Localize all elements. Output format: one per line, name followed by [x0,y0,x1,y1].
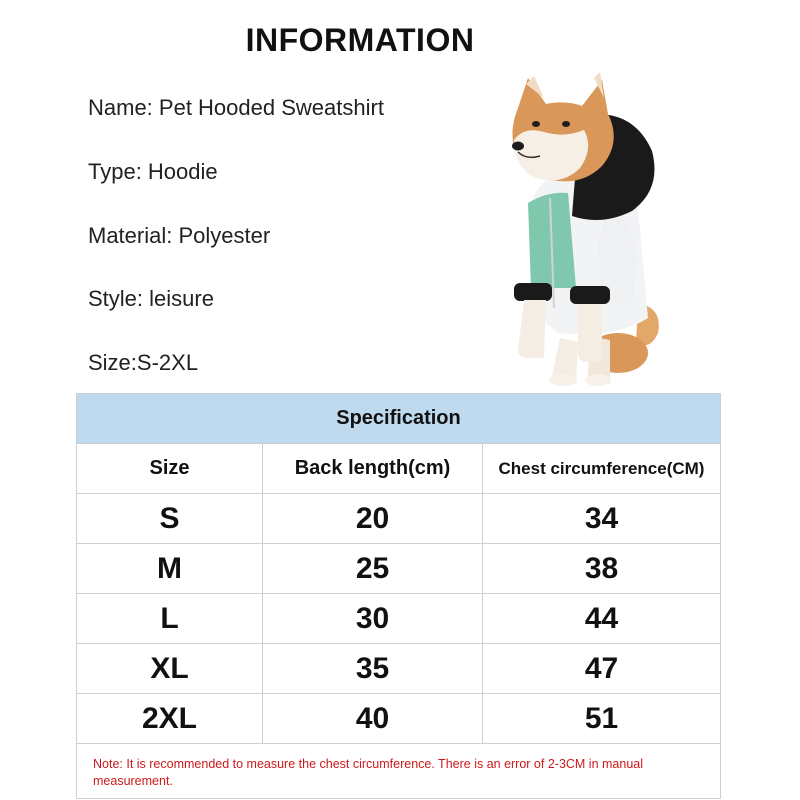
info-size: Size:S-2XL [88,350,199,375]
dog-hoodie-illustration [488,68,684,390]
column-header-back-length: Back length(cm) [263,444,483,494]
table-row [77,494,721,544]
size-cell: 2XL [77,694,263,744]
chest-cell: 51 [483,694,721,744]
size-cell: L [77,594,263,644]
size-cell: XL [77,644,263,694]
back-length-cell: 20 [263,494,483,544]
chest-cell: 44 [483,594,721,644]
specification-table [76,393,721,799]
column-header-size: Size [77,444,263,494]
back-length-cell: 30 [263,594,483,644]
measurement-note: Note: It is recommended to measure the chest circumference. There is an error of 2-3CM in manual measurement. [77,744,721,799]
size-cell: M [77,544,263,594]
product-image [488,68,684,390]
column-header-row [77,444,721,494]
info-style: Style: leisure [88,286,214,311]
info-name: Name: Pet Hooded Sweatshirt [88,95,384,120]
table-row [77,694,721,744]
size-cell: S [77,494,263,544]
specification-heading-row [77,394,721,444]
specification-heading: Specification [77,394,721,444]
note-row [77,744,721,799]
back-length-cell: 40 [263,694,483,744]
table-row [77,594,721,644]
column-header-chest: Chest circumference(CM) [483,444,721,494]
table-row [77,644,721,694]
chest-cell: 47 [483,644,721,694]
chest-cell: 38 [483,544,721,594]
info-type: Type: Hoodie [88,159,218,184]
table-row [77,544,721,594]
info-material: Material: Polyester [88,223,271,248]
back-length-cell: 35 [263,644,483,694]
chest-cell: 34 [483,494,721,544]
page-title: INFORMATION [245,22,475,58]
back-length-cell: 25 [263,544,483,594]
